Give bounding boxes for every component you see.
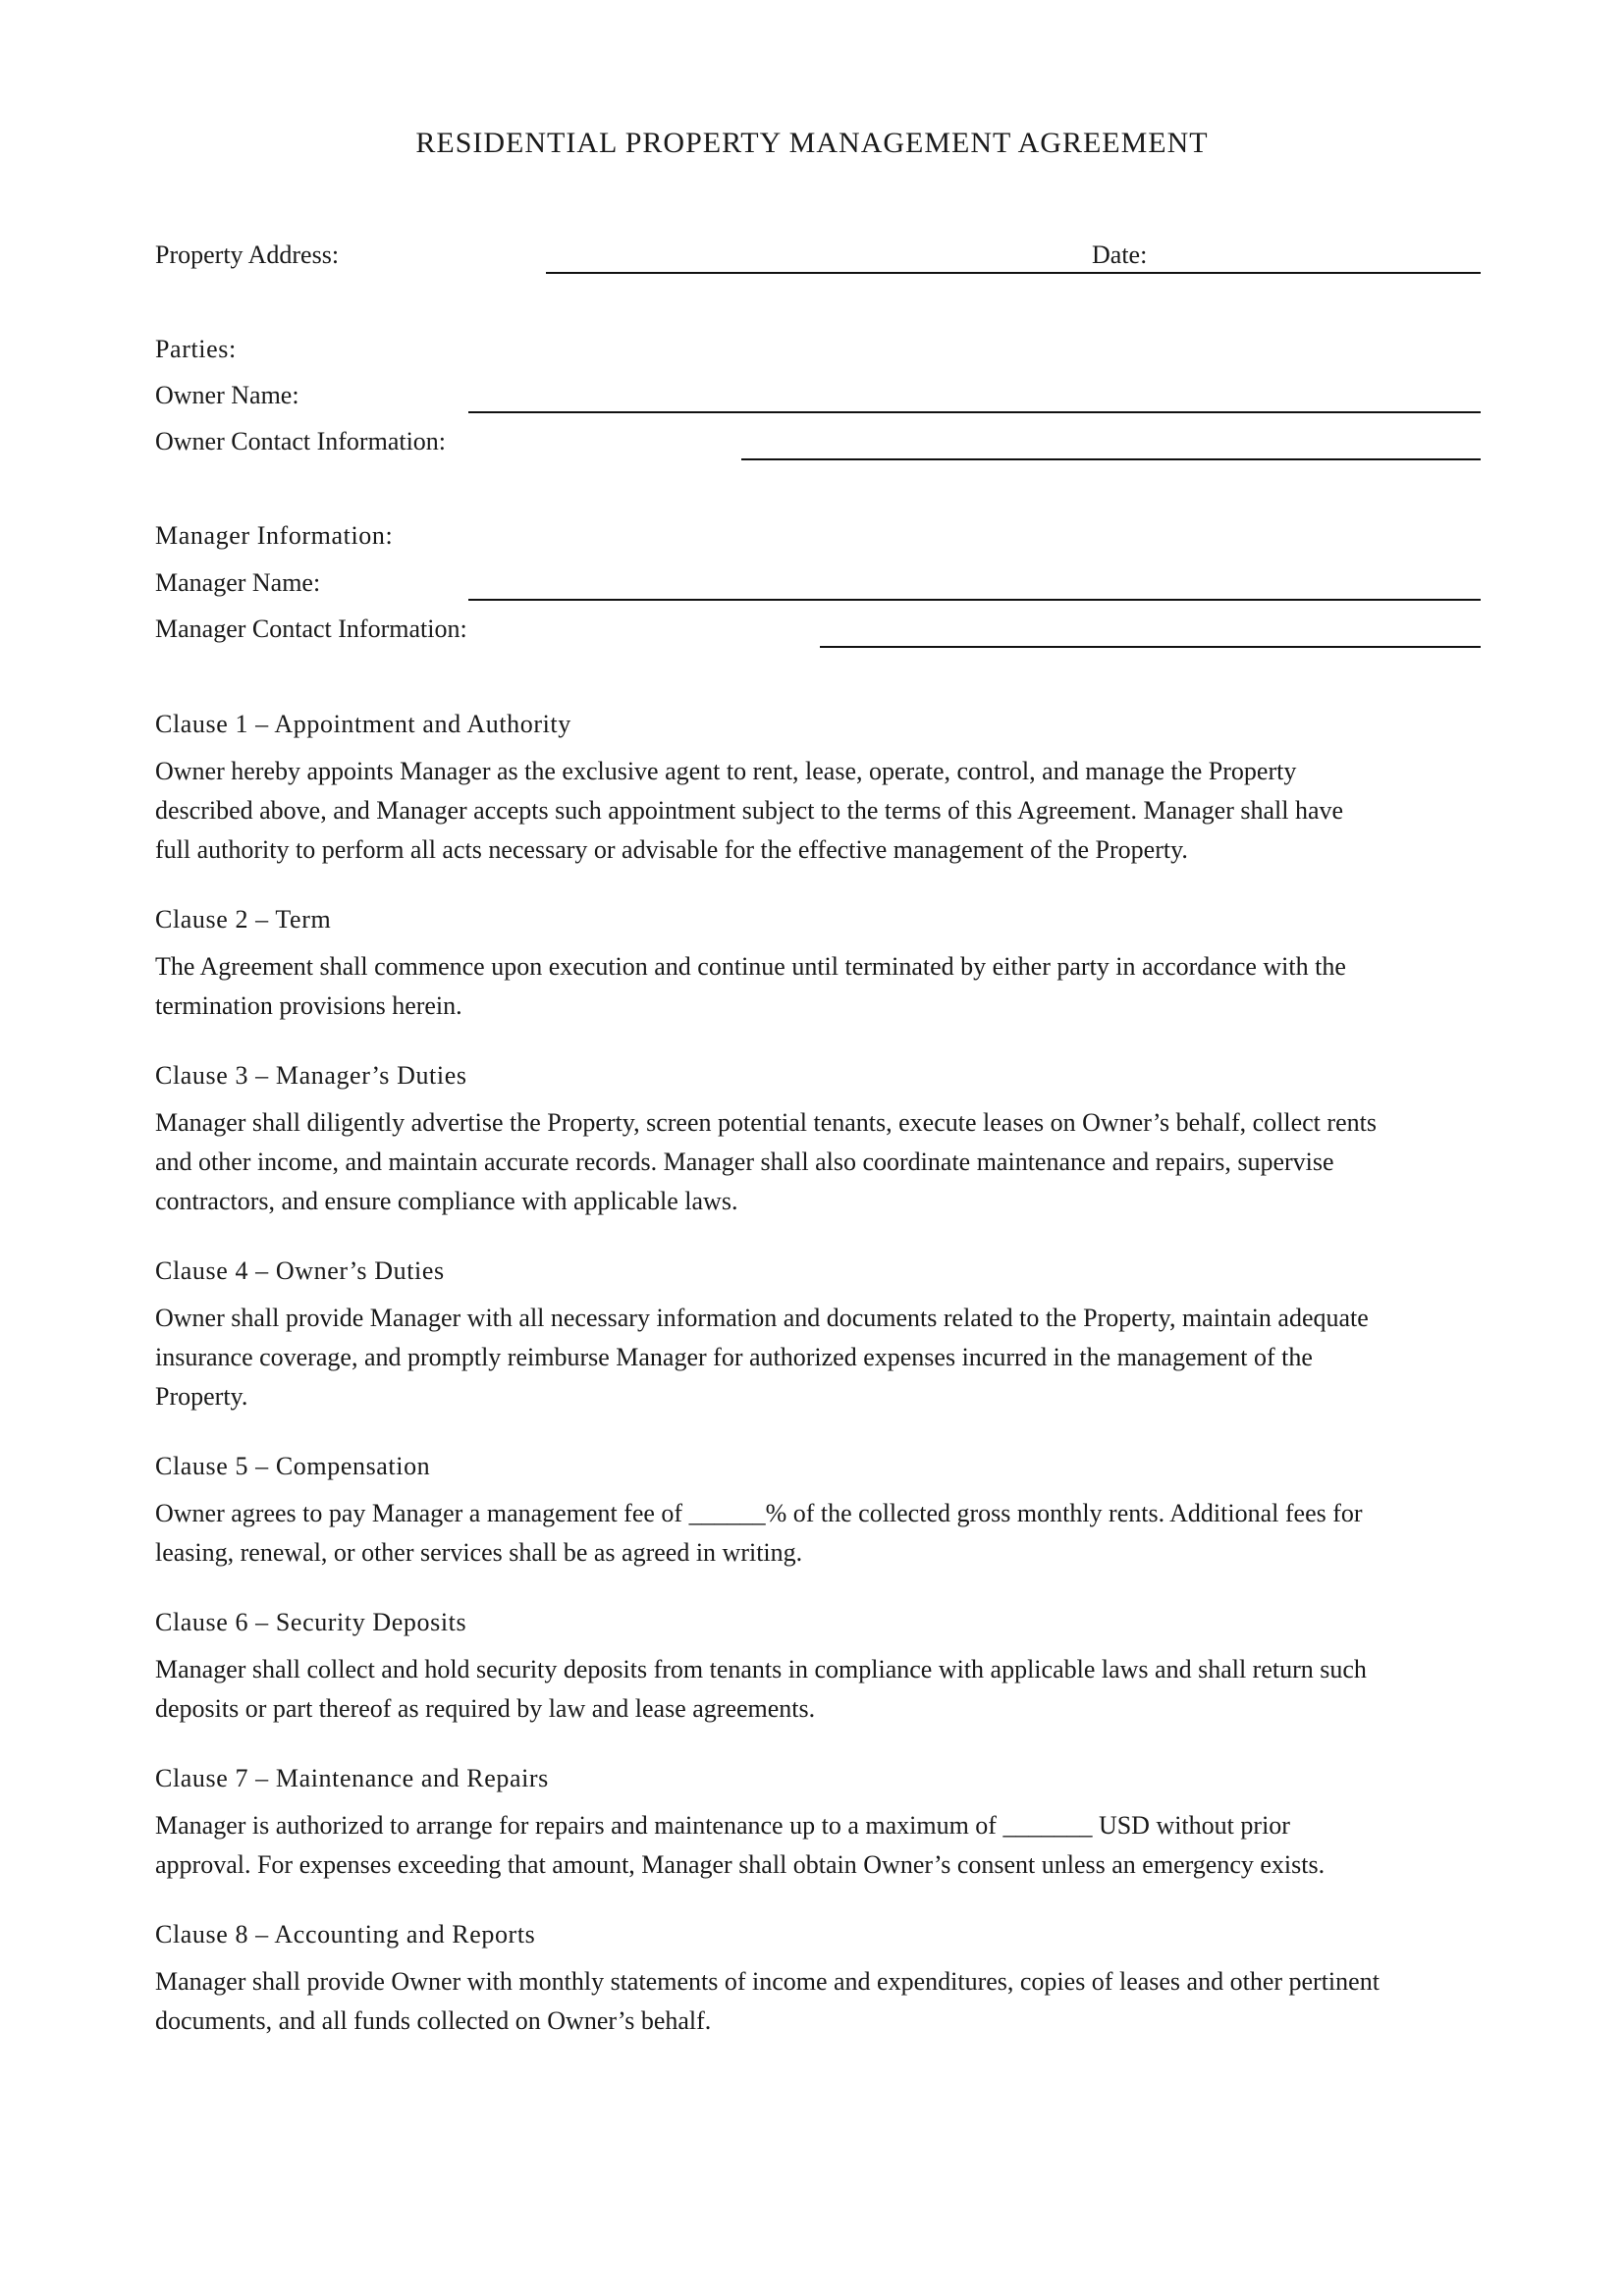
clause-heading: Clause 1 – Appointment and Authority	[155, 710, 571, 738]
clause-body	[155, 1299, 1490, 1416]
date-label: Date:	[1092, 240, 1148, 269]
clause-body	[155, 1494, 1490, 1573]
manager-information-heading: Manager Information:	[155, 521, 394, 550]
clause-body	[155, 1806, 1490, 1885]
clause-body	[155, 752, 1490, 870]
property-address-field[interactable]	[546, 272, 1481, 274]
clause-line: approval. For expenses exceeding that amount, Manager shall obtain Owner’s consent unless an emergency exists.	[155, 1850, 1326, 1879]
owner-contact-field[interactable]	[741, 458, 1481, 460]
clause-line: Manager shall diligently advertise the Property, screen potential tenants, execute leases on Owner’s behalf, collect rents	[155, 1108, 1377, 1137]
clause-line: Owner hereby appoints Manager as the exclusive agent to rent, lease, operate, control, and manage the Property	[155, 757, 1297, 785]
clause-line: termination provisions herein.	[155, 991, 462, 1020]
manager-contact-field[interactable]	[820, 646, 1481, 648]
clause-heading: Clause 8 – Accounting and Reports	[155, 1920, 536, 1949]
property-address-label: Property Address:	[155, 240, 340, 269]
manager-name-label: Manager Name:	[155, 568, 321, 597]
parties-heading: Parties:	[155, 335, 237, 363]
clause-body	[155, 1962, 1490, 2041]
manager-contact-label: Manager Contact Information:	[155, 614, 467, 643]
manager-name-field[interactable]	[468, 599, 1481, 601]
clause-body	[155, 1103, 1490, 1221]
clause-line: contractors, and ensure compliance with applicable laws.	[155, 1187, 738, 1215]
owner-name-field[interactable]	[468, 411, 1481, 413]
clause-line: described above, and Manager accepts such appointment subject to the terms of this Agreement. Manager shall have	[155, 796, 1344, 825]
clause-line: The Agreement shall commence upon execution and continue until terminated by either party in accordance with the	[155, 952, 1346, 981]
clause-body	[155, 1650, 1490, 1729]
clause-line: leasing, renewal, or other services shall be as agreed in writing.	[155, 1538, 803, 1567]
clause-heading: Clause 7 – Maintenance and Repairs	[155, 1764, 549, 1792]
document-title: RESIDENTIAL PROPERTY MANAGEMENT AGREEMENT	[415, 127, 1209, 159]
clause-line: Manager is authorized to arrange for repairs and maintenance up to a maximum of _______ USD without prior	[155, 1811, 1290, 1840]
clause-line: Owner shall provide Manager with all necessary information and documents related to the Property, maintain adequate	[155, 1304, 1369, 1332]
clause-line: and other income, and maintain accurate records. Manager shall also coordinate maintenance and repairs, supervise	[155, 1148, 1334, 1176]
clause-line: deposits or part thereof as required by law and lease agreements.	[155, 1694, 816, 1723]
clause-line: Manager shall provide Owner with monthly statements of income and expenditures, copies of leases and other pertinent	[155, 1967, 1380, 1996]
clause-body	[155, 947, 1490, 1026]
clause-line: insurance coverage, and promptly reimburse Manager for authorized expenses incurred in the management of the	[155, 1343, 1313, 1371]
clause-line: Manager shall collect and hold security deposits from tenants in compliance with applicable laws and shall return such	[155, 1655, 1367, 1683]
clause-heading: Clause 6 – Security Deposits	[155, 1608, 467, 1636]
clause-line: full authority to perform all acts necessary or advisable for the effective management of the Property.	[155, 835, 1188, 864]
clause-line: documents, and all funds collected on Owner’s behalf.	[155, 2006, 712, 2035]
owner-contact-label: Owner Contact Information:	[155, 427, 447, 455]
clause-heading: Clause 2 – Term	[155, 905, 332, 934]
clause-line: Owner agrees to pay Manager a management fee of ______% of the collected gross monthly rents. Additional fees for	[155, 1499, 1363, 1527]
clause-heading: Clause 3 – Manager’s Duties	[155, 1061, 467, 1090]
clause-heading: Clause 5 – Compensation	[155, 1452, 431, 1480]
owner-name-label: Owner Name:	[155, 381, 299, 409]
clause-heading: Clause 4 – Owner’s Duties	[155, 1256, 445, 1285]
clause-line: Property.	[155, 1382, 248, 1411]
